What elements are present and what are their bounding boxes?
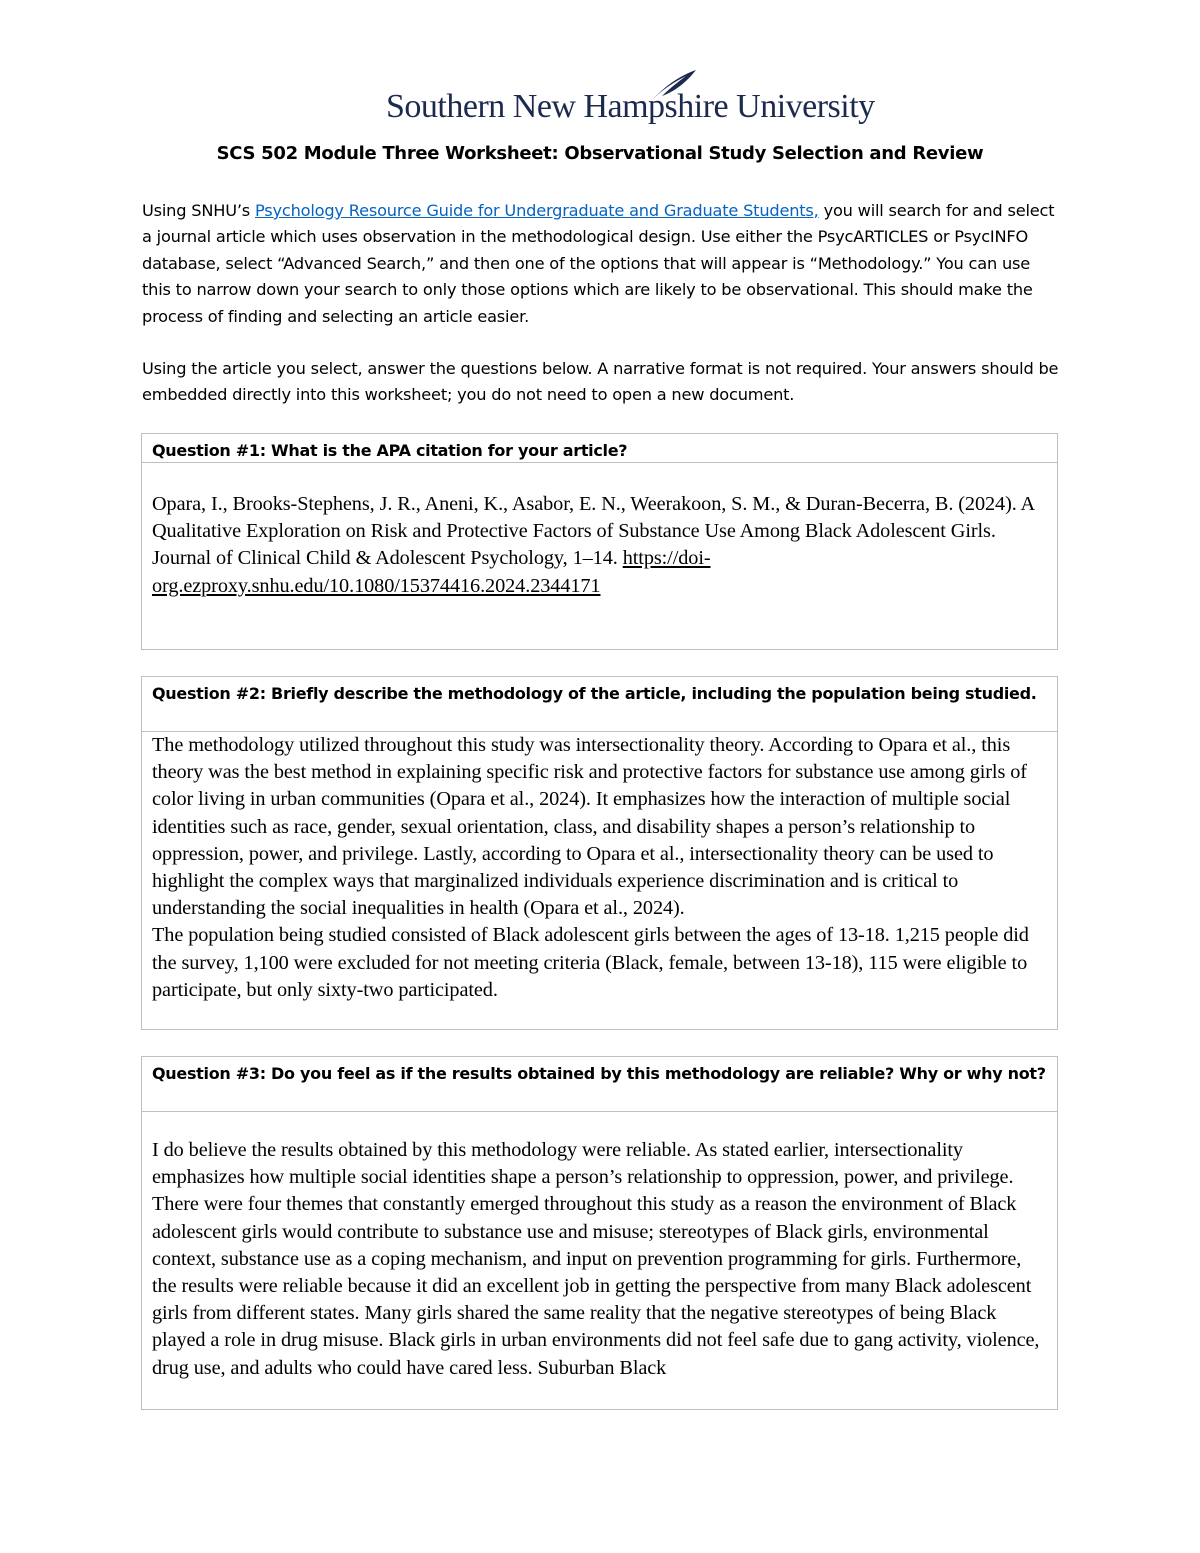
question-box-3 [141,1056,1058,1410]
citation-doi-link[interactable]: https://doi-org.ezproxy.snhu.edu/10.1080/15374416.2024.2344171 [152,547,711,597]
answer-1[interactable] [142,463,1057,600]
university-logo [386,68,875,134]
intro-text-before: Using SNHU’s [142,201,255,220]
question-heading-1: Question #1: What is the APA citation for your article? [142,434,1057,463]
answer-3-paragraph: I do believe the results obtained by this methodology were reliable. As stated earlier, intersectionality emphasizes how multiple social identities shape a person’s relationship to oppression, power, and privilege. There were four themes that constantly emerged throughout this study as a reason the environment of Black adolescent girls would contribute to substance use and misuse; stereotypes of Black girls, environmental context, substance use as a coping mechanism, and input on prevention programming for girls. Furthermore, the results were reliable because it did an excellent job in getting the perspective from many Black adolescent girls from different states. Many girls shared the same reality that the negative stereotypes of being Black played a role in drug misuse. Black girls in urban environments did not feel safe due to gang activity, violence, drug use, and adults who could have cared less. Suburban Black [152,1139,1040,1379]
logo-wordmark: Southern New Hampshire University [386,88,875,125]
question-box-2 [141,676,1058,1030]
answer-2[interactable] [142,732,1057,1004]
question-box-1 [141,433,1058,650]
resource-guide-link[interactable]: Psychology Resource Guide for Undergraduate and Graduate Students, [255,201,819,220]
citation-text: Opara, I., Brooks-Stephens, J. R., Aneni, K., Asabor, E. N., Weerakoon, S. M., & Duran-Becerra, B. (2024). A Qualitative Exploration on Risk and Protective Factors of Substance Use Among Black Adolescent Girls. Journal of Clinical Child & Adolescent Psychology, 1–14. [152,493,1034,570]
page-title: SCS 502 Module Three Worksheet: Observational Study Selection and Review [216,143,984,164]
intro-paragraph-1 [142,198,1060,330]
question-heading-2: Question #2: Briefly describe the methodology of the article, including the population being studied. [142,677,1057,732]
answer-2-paragraph-1: The methodology utilized throughout this study was intersectionality theory. According to Opara et al., this theory was the best method in explaining specific risk and protective factors for substance use among girls of color living in urban communities (Opara et al., 2024). It emphasizes how the interaction of multiple social identities such as race, gender, sexual orientation, class, and disability shapes a person’s relationship to oppression, power, and privilege. Lastly, according to Opara et al., intersectionality theory can be used to highlight the complex ways that marginalized individuals experience discrimination and is critical to understanding the social inequalities in health (Opara et al., 2024). [152,734,1027,920]
answer-2-paragraph-2: The population being studied consisted of Black adolescent girls between the ages of 13-18. 1,215 people did the survey, 1,100 were excluded for not meeting criteria (Black, female, between 13-18), 115 were eligible to participate, but only sixty-two participated. [152,924,1029,1001]
intro-text-after: you will search for and select a journal article which uses observation in the methodological design. Use either the PsycARTICLES or PsycINFO database, select “Advanced Search,” and then one of the options that will appear is “Methodology.” You can use this to narrow down your search to only those options which are likely to be observational. This should make the process of finding and selecting an article easier. [142,201,1055,326]
intro-paragraph-2: Using the article you select, answer the questions below. A narrative format is not required. Your answers should be embedded directly into this worksheet; you do not need to open a new document. [142,359,1059,405]
question-heading-3: Question #3: Do you feel as if the results obtained by this methodology are reliable? Why or why not? [142,1057,1057,1112]
answer-3[interactable] [142,1112,1057,1382]
